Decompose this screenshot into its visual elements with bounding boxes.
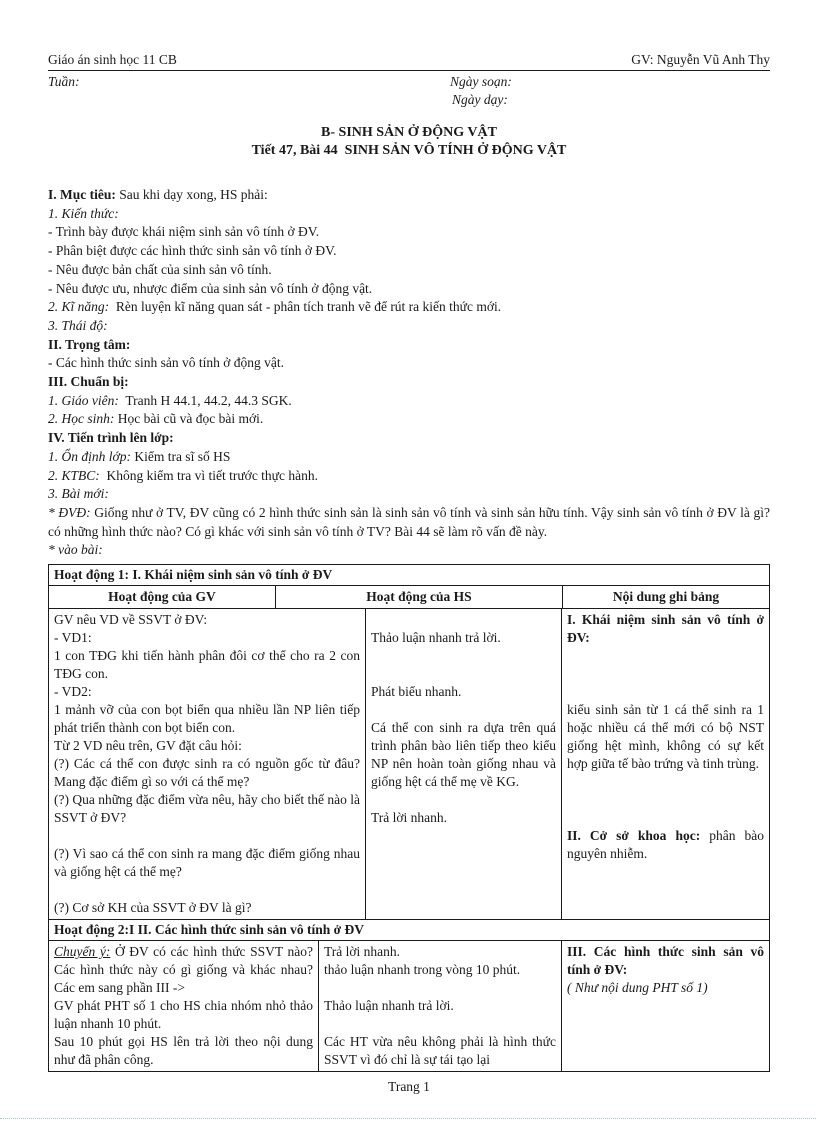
page-footer bbox=[48, 1079, 770, 1095]
text-line: 1. Kiến thức: bbox=[48, 205, 119, 221]
text-line: thảo luận nhanh trong vòng 10 phút. bbox=[324, 962, 521, 978]
text-line: Trả lời nhanh. bbox=[371, 810, 448, 826]
text-line: II. Cở sở khoa học: phân bào nguyên nhiễm. bbox=[567, 828, 764, 862]
text-line: Chuyển ý: Ở ĐV có các hình thức SSVT nào? Các hình thức này có gì giống và khác nhau? Các em sang phần III -> bbox=[54, 944, 313, 996]
text-line bbox=[371, 611, 556, 629]
text-line: - Các hình thức sinh sản vô tính ở động vật. bbox=[48, 355, 285, 371]
col-header-board: Nội dung ghi bảng bbox=[612, 589, 720, 605]
col-header-hs: Hoạt động của HS bbox=[276, 586, 563, 608]
text-line: 1 con TĐG khi tiến hành phân đôi cơ thể cho ra 2 con TĐG con. bbox=[54, 648, 360, 682]
text-line: ( Như nội dung PHT số 1) bbox=[567, 980, 708, 996]
text-line bbox=[567, 647, 764, 665]
meta-block bbox=[48, 74, 770, 111]
text-line: Phát biểu nhanh. bbox=[371, 684, 462, 700]
text-line: II. Trọng tâm: bbox=[48, 336, 131, 352]
doc-title bbox=[48, 124, 770, 160]
text-line: Từ 2 VD nêu trên, GV đặt câu hỏi: bbox=[54, 738, 242, 754]
text-line: 2. Kĩ năng: Rèn luyện kĩ năng quan sát - phân tích tranh vẽ để rút ra kiến thức mới. bbox=[48, 299, 502, 315]
header-course-label: Giáo án sinh học 11 CB bbox=[48, 52, 177, 67]
text-line: Sau 10 phút gọi HS lên trả lời theo nội dung như đã phân công. bbox=[54, 1034, 313, 1068]
text-line: Cá thể con sinh ra dựa trên quá trình phân bào liên tiếp theo kiểu NP nên hoàn toàn giống nhau và giống hệt cá thể mẹ về KG. bbox=[371, 720, 556, 790]
text-line: (?) Cơ sở KH của SSVT ở ĐV là gì? bbox=[54, 900, 252, 916]
text-line bbox=[324, 979, 556, 997]
text-line: Các HT vừa nêu không phải là hình thức SSVT vì đó chỉ là sự tái tạo lại bbox=[324, 1034, 556, 1068]
text-line: I. Khái niệm sinh sản vô tính ở ĐV: bbox=[567, 612, 764, 646]
text-line: - Trình bày được khái niệm sinh sản vô tính ở ĐV. bbox=[48, 224, 320, 240]
activity-table-header-row bbox=[49, 586, 769, 609]
text-line: Trả lời nhanh. bbox=[324, 944, 401, 960]
text-line bbox=[371, 791, 556, 809]
text-line: (?) Vì sao cá thể con sinh ra mang đặc điểm giống nhau và giống hệt cá thể mẹ? bbox=[54, 846, 360, 880]
text-line bbox=[567, 665, 764, 683]
page-number: Trang 1 bbox=[388, 1079, 430, 1095]
text-line: * vào bài: bbox=[48, 542, 103, 558]
text-line bbox=[567, 791, 764, 809]
activity2-board-cell bbox=[562, 941, 769, 1071]
doc-title-line1: B- SINH SẢN Ở ĐỘNG VẬT bbox=[321, 125, 497, 140]
activity2-body-row bbox=[49, 941, 769, 1071]
text-line: IV. Tiến trình lên lớp: bbox=[48, 430, 174, 446]
text-line: I. Mục tiêu: Sau khi dạy xong, HS phải: bbox=[48, 187, 268, 202]
text-line: GV nêu VD về SSVT ở ĐV: bbox=[54, 612, 208, 628]
week-label: Tuần: bbox=[48, 74, 80, 89]
activity1-caption: Hoạt động 1: I. Khái niệm sinh sản vô tính ở ĐV bbox=[49, 565, 769, 586]
text-line bbox=[324, 1015, 556, 1033]
header-teacher-name: GV: Nguyễn Vũ Anh Thy bbox=[631, 52, 770, 67]
text-line: 3. Bài mới: bbox=[48, 486, 109, 502]
doc-title-line2: Tiết 47, Bài 44 SINH SẢN VÔ TÍNH Ở ĐỘNG VẬT bbox=[251, 143, 567, 158]
activity1-body-row bbox=[49, 609, 769, 920]
page-header bbox=[48, 52, 770, 71]
text-line: (?) Qua những đặc điểm vừa nêu, hãy cho biết thế nào là SSVT ở ĐV? bbox=[54, 792, 360, 826]
text-line bbox=[371, 647, 556, 665]
text-line: - Nêu được ưu, nhược điểm của sinh sản vô tính ở động vật. bbox=[48, 280, 373, 296]
text-line: III. Các hình thức sinh sản vô tính ở ĐV: bbox=[567, 944, 764, 978]
activity2-caption: Hoạt động 2:I II. Các hình thức sinh sản vô tính ở ĐV bbox=[49, 920, 769, 941]
date-prepared-label: Ngày soạn: bbox=[450, 74, 512, 89]
text-line bbox=[54, 881, 360, 899]
page-bottom-rule bbox=[0, 1118, 816, 1119]
lesson-plan-body bbox=[48, 186, 770, 560]
text-line: 3. Thái độ: bbox=[48, 317, 108, 333]
date-taught-label: Ngày dạy: bbox=[452, 92, 508, 107]
activity1-board-cell bbox=[562, 609, 769, 919]
text-line: - VD1: bbox=[54, 630, 92, 646]
text-line: 1 mảnh vỡ của con bọt biển qua nhiều lần NP liên tiếp phát triển thành con bọt biển con. bbox=[54, 702, 360, 736]
text-line: - Phân biệt được các hình thức sinh sản vô tính ở ĐV. bbox=[48, 243, 337, 259]
text-line: kiểu sinh sản từ 1 cá thể sinh ra 1 hoặc nhiều cá thể mới có bộ NST giống hệt mình, không có sự kết hợp giữa tế bào trứng và tinh trùng. bbox=[567, 702, 764, 772]
text-line: GV phát PHT số 1 cho HS chia nhóm nhỏ thảo luận nhanh 10 phút. bbox=[54, 998, 313, 1032]
text-line: - VD2: bbox=[54, 684, 92, 700]
text-line bbox=[567, 683, 764, 701]
text-line: * ĐVĐ: Giống như ở TV, ĐV cũng có 2 hình thức sinh sản là sinh sản vô tính và sinh sản hữu tính. Vậy sinh sản vô tính ở ĐV là gì? có những hình thức nào? Có gì khác với sinh sản vô tính ở TV? Bài 44 sẽ làm rõ vấn đề này. bbox=[48, 504, 770, 539]
text-line bbox=[54, 827, 360, 845]
text-line: - Nêu được bản chất của sinh sản vô tính. bbox=[48, 261, 272, 277]
text-line: III. Chuẩn bị: bbox=[48, 374, 129, 390]
text-line bbox=[567, 773, 764, 791]
text-line: 1. Giáo viên: Tranh H 44.1, 44.2, 44.3 SGK. bbox=[48, 392, 292, 408]
text-line: (?) Các cá thể con được sinh ra có nguồn gốc từ đâu? Mang đặc điểm gì so với cá thể mẹ? bbox=[54, 756, 360, 790]
text-line: 2. Học sinh: Học bài cũ và đọc bài mới. bbox=[48, 411, 264, 427]
text-line: Thảo luận nhanh trả lời. bbox=[371, 630, 501, 646]
text-line: 2. KTBC: Không kiểm tra vì tiết trước thực hành. bbox=[48, 467, 318, 483]
text-line: 1. Ổn định lớp: Kiểm tra sĩ số HS bbox=[48, 448, 231, 464]
col-header-gv: Hoạt động của GV bbox=[49, 586, 276, 608]
activity1-gv-cell bbox=[49, 609, 366, 919]
activity2-gv-cell bbox=[49, 941, 319, 1071]
activity-table bbox=[48, 564, 770, 1072]
text-line: Thảo luận nhanh trả lời. bbox=[324, 998, 454, 1014]
activity2-hs-cell bbox=[319, 941, 562, 1071]
text-line bbox=[371, 701, 556, 719]
text-line bbox=[371, 665, 556, 683]
text-line bbox=[567, 809, 764, 827]
activity1-hs-cell bbox=[366, 609, 562, 919]
